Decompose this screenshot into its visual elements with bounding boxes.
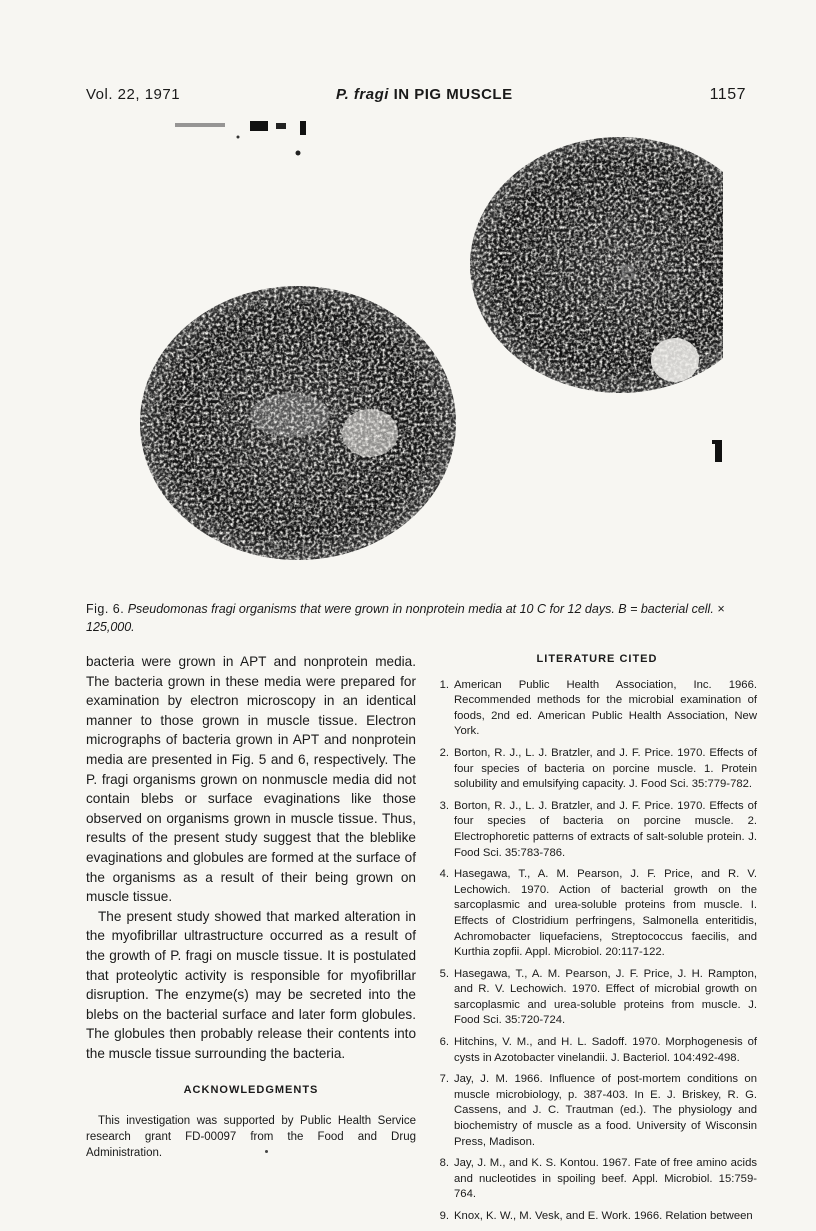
running-title <box>336 86 513 103</box>
reference-item <box>437 867 757 961</box>
running-title-rest: IN PIG MUSCLE <box>388 86 513 103</box>
reference-text: Hitchins, V. M., and H. L. Sadoff. 1970. Morphogenesis of cysts in Azotobacter vinelandii. J. Bacteriol. 104:492-498. <box>454 1036 757 1064</box>
running-title-species: P. fragi <box>336 86 389 103</box>
bacterial-cell-left <box>140 286 456 560</box>
literature-cited <box>437 652 757 1231</box>
page-number: 1157 <box>709 86 746 103</box>
reference-text: Borton, R. J., L. J. Bratzler, and J. F. Price. 1970. Effects of four species of bacteria on porcine muscle. 2. Electrophoretic patterns of extracts of salt-soluble protein. J. Food Sci. 35:783-786. <box>454 799 757 859</box>
figure-caption <box>86 600 746 636</box>
reference-text: Jay, J. M. 1966. Influence of post-mortem conditions on muscle microbiology, p. 387-403. In E. J. Briskey, R. G. Cassens, and J. C. Trautman (ed.). The physiology and biochemistry of muscle as a food. University of Wisconsin Press, Madison. <box>454 1073 757 1148</box>
bacterial-cell-right <box>470 115 740 415</box>
reference-text: Knox, K. W., M. Vesk, and E. Work. 1966. Relation between <box>454 1210 753 1222</box>
reference-number: 9. <box>439 1210 449 1222</box>
reference-number: 7. <box>439 1073 449 1086</box>
reference-item <box>437 799 757 861</box>
reference-number: 3. <box>439 799 449 812</box>
scale-marker <box>712 440 722 462</box>
reference-number: 5. <box>439 967 449 980</box>
reference-text: Jay, J. M., and K. S. Kontou. 1967. Fate of free amino acids and nucleotides in spoiling beef. Appl. Microbiol. 15:759-764. <box>454 1157 757 1201</box>
body-paragraph-1: bacteria were grown in APT and nonprotein media. The bacteria grown in these media were prepared for examination by electron microscopy in an identical manner to those grown in muscle tissue. Electron micrographs of bacteria grown in APT and nonprotein media are presented in Fig. 5 and 6, respectively. The P. fragi organisms grown on nonmuscle media did not contain blebs or surface evaginations like those observed on organisms grown in muscle tissue. Thus, results of the present study suggest that the bleblike evaginations and globules are formed at the surface of the organisms as a result of their being grown on muscle tissue. <box>86 654 416 905</box>
reference-number: 2. <box>439 746 449 759</box>
reference-text: Borton, R. J., L. J. Bratzler, and J. F. Price. 1970. Effects of four species of bacteria on porcine muscle. 1. Protein solubility and emulsifying capacity. J. Food Sci. 35:779-782. <box>454 746 757 791</box>
acknowledgments-text: This investigation was supported by Public Health Service research grant FD-00097 from the Food and Drug Administration. <box>86 1115 416 1160</box>
running-header <box>86 86 746 110</box>
reference-item <box>437 1035 757 1066</box>
electron-micrograph <box>80 115 740 590</box>
reference-text: American Public Health Association, Inc. 1966. Recommended methods for the microbial examination of foods, 2nd ed. American Public Health Association, New York. <box>454 678 757 738</box>
print-speck <box>265 1150 268 1153</box>
literature-heading: LITERATURE CITED <box>536 653 658 665</box>
reference-number: 1. <box>439 678 449 691</box>
top-debris-marks <box>175 121 306 156</box>
body-paragraph-2: The present study showed that marked alteration in the myofibrillar ultrastructure occurred as a result of the growth of P. fragi on muscle tissue. It is postulated that proteolytic activity is responsible for myofibrillar disruption. The enzyme(s) may be secreted into the blebs on the bacterial surface and later form globules. The globules then probably release their contents into the muscle tissue surrounding the bacteria. <box>86 908 416 1061</box>
reference-item <box>437 1156 757 1203</box>
reference-item <box>437 678 757 740</box>
reference-text: Hasegawa, T., A. M. Pearson, J. F. Price, and R. V. Lechowich. 1970. Action of bacterial growth on the sarcoplasmic and urea-soluble proteins from muscle. I. Effects of Clostridium perfringens, Salmonella enteritidis, Achromobacter liquefaciens, Streptococcus faecilis, and Kurthia zopfii. Appl. Microbiol. 20:117-122. <box>454 868 757 959</box>
figure-label: Fig. 6. <box>86 602 125 616</box>
left-column <box>86 652 416 1161</box>
reference-number: 8. <box>439 1157 449 1170</box>
acknowledgments-heading: ACKNOWLEDGMENTS <box>183 1084 319 1097</box>
micrograph-image <box>80 115 740 590</box>
cell-label-b: B <box>620 260 636 285</box>
reference-item <box>437 1072 757 1150</box>
reference-number: 6. <box>439 1036 449 1049</box>
reference-number: 4. <box>439 868 449 881</box>
reference-text: Hasegawa, T., A. M. Pearson, J. F. Price, J. H. Rampton, and R. V. Lechowich. 1970. Effect of microbial growth on sarcoplasmic and urea-soluble proteins from muscle. J. Food Sci. 35:720-724. <box>454 967 757 1027</box>
reference-item <box>437 1209 757 1225</box>
reference-item <box>437 746 757 793</box>
reference-item <box>437 967 757 1029</box>
caption-text: Pseudomonas fragi organisms that were grown in nonprotein media at 10 C for 12 days. B = bacterial cell. × 125,000. <box>86 602 725 634</box>
volume-label: Vol. 22, 1971 <box>86 86 181 103</box>
